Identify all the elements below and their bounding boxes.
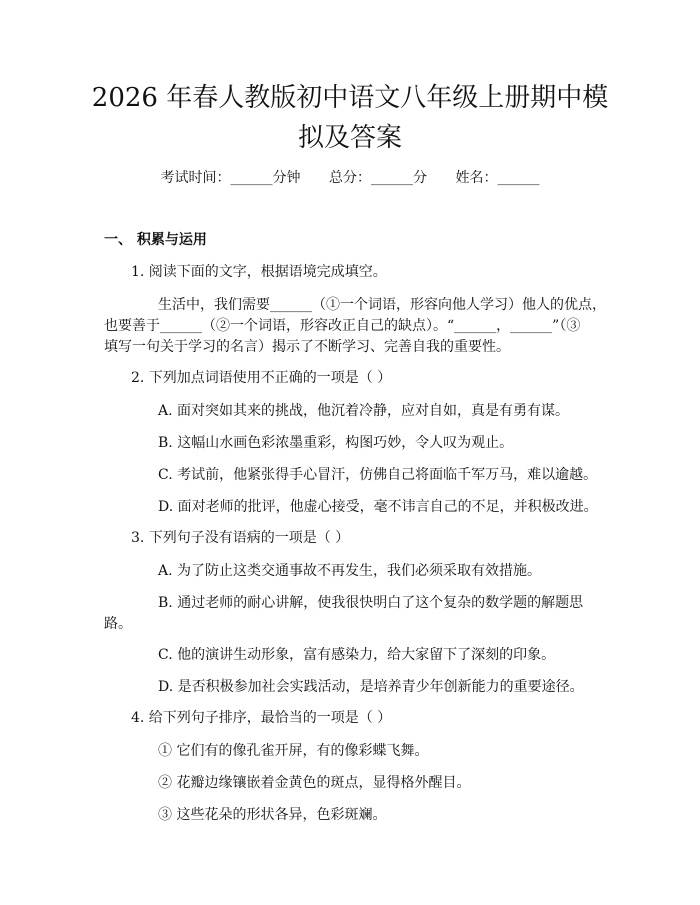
- exam-score: 总分：______分: [329, 170, 427, 186]
- document-title-line-1: 2026 年春人教版初中语文八年级上册期中模: [91, 83, 609, 113]
- question-2-stem: 2. 下列加点词语使用不正确的一项是（ ）: [131, 370, 392, 386]
- question-4-sentence-3: ③ 这些花朵的形状各异，色彩斑斓。: [158, 807, 387, 823]
- question-4-sentence-2: ② 花瓣边缘镶嵌着金黄色的斑点，显得格外醒目。: [158, 775, 471, 791]
- question-2-option-a: A. 面对突如其来的挑战，他沉着冷静，应对自如，真是有勇有谋。: [158, 403, 570, 419]
- section-heading: 一、 积累与运用: [104, 232, 207, 248]
- question-1-text-line-2: 也要善于______（②一个词语，形容改正自己的缺点）。“______，______”（③: [104, 318, 581, 334]
- question-3-option-b-line-1: B. 通过老师的耐心讲解，使我很快明白了这个复杂的数学题的解题思: [158, 595, 584, 611]
- exam-meta: [0, 168, 700, 188]
- exam-time: 考试时间：______分钟: [160, 170, 301, 186]
- question-4-sentence-1: ① 它们有的像孔雀开屏，有的像彩蝶飞舞。: [158, 743, 429, 759]
- exam-name: 姓名：______: [455, 170, 540, 186]
- question-4-stem: 4. 给下列句子排序，最恰当的一项是（ ）: [131, 710, 392, 726]
- question-2-option-c: C. 考试前，他紧张得手心冒汗，仿佛自己将面临千军万马，难以逾越。: [158, 467, 598, 483]
- question-2-option-d: D. 面对老师的批评，他虚心接受，毫不讳言自己的不足，并积极改进。: [158, 499, 598, 515]
- question-3-option-a: A. 为了防止这类交通事故不再发生，我们必须采取有效措施。: [158, 563, 542, 579]
- question-2-option-b: B. 这幅山水画色彩浓墨重彩，构图巧妙，令人叹为观止。: [158, 435, 514, 451]
- question-1-text-line-3: 填写一句关于学习的名言）揭示了不断学习、完善自我的重要性。: [104, 339, 510, 355]
- question-1-stem: 1. 阅读下面的文字，根据语境完成填空。: [131, 264, 387, 280]
- question-3-option-c: C. 他的演讲生动形象，富有感染力，给大家留下了深刻的印象。: [158, 647, 556, 663]
- question-3-option-b-line-2: 路。: [104, 616, 132, 632]
- question-1-text-line-1: 生活中，我们需要______（①一个词语，形容向他人学习）他人的优点，: [158, 297, 606, 313]
- question-3-stem: 3. 下列句子没有语病的一项是（ ）: [131, 530, 350, 546]
- document-title-line-2: 拟及答案: [297, 123, 402, 153]
- question-3-option-d: D. 是否积极参加社会实践活动，是培养青少年创新能力的重要途径。: [158, 679, 584, 695]
